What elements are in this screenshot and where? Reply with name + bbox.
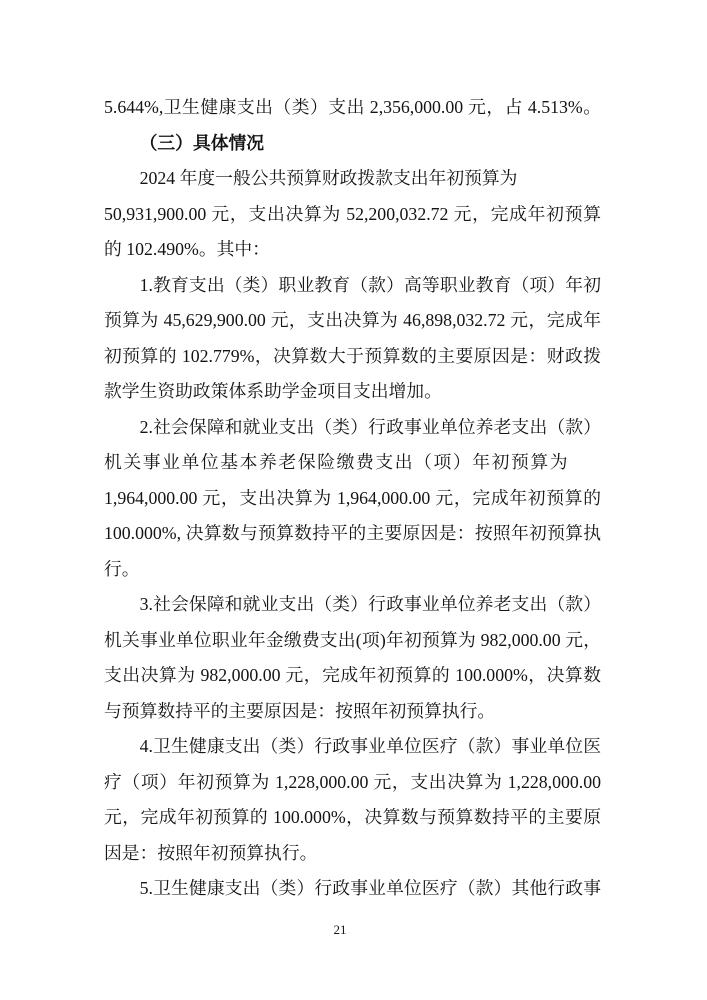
section-heading: （三）具体情况 [139,132,265,153]
text-line: 4.卫生健康支出（类）行政事业单位医疗（款）事业单位医 [139,736,601,756]
text-line: 行。 [104,558,140,579]
text-line: 初预算的 102.779%，决算数大于预算数的主要原因是：财政拨 [104,345,601,366]
text-line: 1,964,000.00 元，支出决算为 1,964,000.00 元，完成年初预算的 [104,487,601,508]
text-line: 的 102.490%。其中： [104,239,270,259]
text-line: 款学生资助政策体系助学金项目支出增加。 [104,381,442,401]
page-number: 21 [333,922,347,937]
text-line: 元，完成年初预算的 100.000%，决算数与预算数持平的主要原 [104,807,601,827]
text-line: 100.000%, 决算数与预算数持平的主要原因是：按照年初预算执 [104,523,601,543]
text-line: 疗（项）年初预算为 1,228,000.00 元，支出决算为 1,228,000.00 [104,771,601,792]
text-line: 5.644%,卫生健康支出（类）支出 2,356,000.00 元，占 4.513%。 [104,97,601,117]
text-block [104,90,601,907]
text-line: 50,931,900.00 元，支出决算为 52,200,032.72 元，完成年初预算 [104,203,601,224]
text-line: 2024 年度一般公共预算财政拨款支出年初预算为 [139,168,518,188]
text-line: 3.社会保障和就业支出（类）行政事业单位养老支出（款） [139,594,601,614]
text-line: 预算为 45,629,900.00 元，支出决算为 46,898,032.72 元，完成年 [104,310,601,330]
text-line: 5.卫生健康支出（类）行政事业单位医疗（款）其他行政事 [139,878,601,898]
text-line: 因是：按照年初预算执行。 [104,842,318,863]
text-line: 1.教育支出（类）职业教育（款）高等职业教育（项）年初 [139,274,601,295]
text-line: 2.社会保障和就业支出（类）行政事业单位养老支出（款） [139,416,601,437]
text-line: 支出决算为 982,000.00 元，完成年初预算的 100.000%，决算数 [104,665,601,685]
text-line: 机关事业单位基本养老保险缴费支出（项）年初预算为 [104,452,570,472]
text-line: 与预算数持平的主要原因是：按照年初预算执行。 [104,700,496,721]
text-line: 机关事业单位职业年金缴费支出(项)年初预算为 982,000.00 元， [104,629,601,650]
